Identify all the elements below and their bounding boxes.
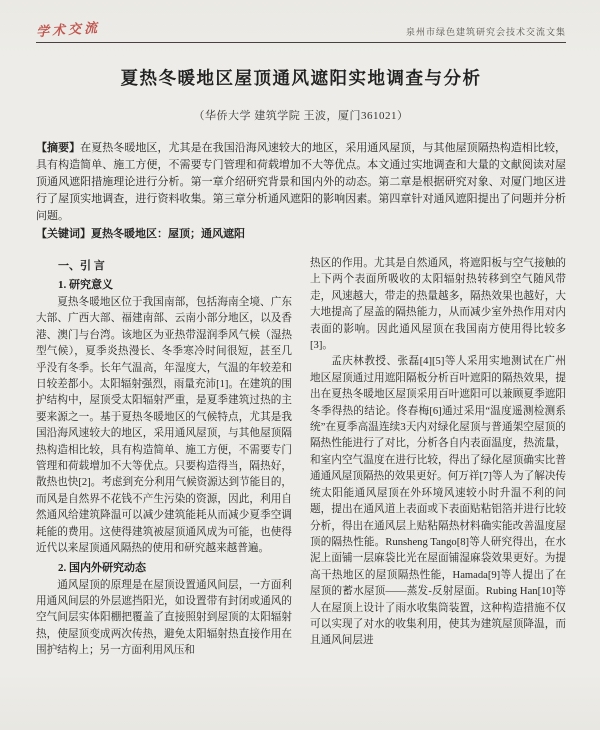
abstract-label: 【摘要】 [36, 142, 81, 154]
paper-title: 夏热冬暖地区屋顶通风遮阳实地调查与分析 [120, 68, 482, 88]
section-heading-introduction: 一、引 言 [58, 260, 105, 272]
paragraph: 孟庆林教授、张磊[4][5]等人采用实地测试在广州地区屋顶通过用遮阳隔板分析百叶遮阳的隔热效果，提出在夏热冬暖地区屋顶采用百叶遮阳可以兼顾夏季遮阳冬季得热的结论。佟春梅[6]通过采用“温度遥测检测系统”在夏季高温连续3天内对绿化屋顶与普通架空屋顶的隔热性能进行了对比，分析各自内表面温度，热流量，和室内空气温度在进行比较，得出了绿化屋顶确实比普通通风屋顶隔热的效果更好。何万祥[7]等人为了解决传统太阳能通风屋顶在外环境风速较小时升温不利的问题，提出在通风道上表面或下表面贴粘铝箔并进行比较分析，得出在通风层上贴粘隔热材料确实能改善温度屋顶的隔热性能。Runsheng Tango[8]等人研究得出，在水泥上面铺一层麻袋比光在屋面铺湿麻袋效果更好。为提高干热地区的屋顶隔热性能，Hamada[9]等人提出了在屋顶的蓄水屋顶——蒸发-反射屋面。Rubing Han[10]等人在屋顶上设计了雨水收集筒装置，这种构造措施不仅可以实现了对水的收集利用，使其为建筑屋顶降温，而且通风间层进 [310, 356, 566, 647]
left-column [36, 256, 292, 726]
right-column [310, 256, 566, 726]
keywords-label: 【关键词】 [36, 228, 91, 240]
paragraph: 通风屋顶的原理是在屋顶设置通风间层，一方面利用通风间层的外层遮挡阳光，如设置带有封闭或通风的空气间层实体阳棚把覆盖了直接照射到屋顶的太阳辐射热，使屋顶变成两次传热，避免太阳辐射热直接作用在围护结构上；另一方面利用风压和 [36, 579, 292, 657]
keywords-block [36, 226, 566, 243]
abstract-text: 在夏热冬暖地区，尤其是在我国沿海风速较大的地区，采用通风屋顶，与其他屋顶隔热构造相比较，具有构造简单、施工方便，不需要专门管理和荷载增加不大等优点。本文通过实地调查和大量的文献阅读对屋顶通风遮阳措施理论进行分析。第一章介绍研究背景和国内外的动态。第二章是根据研究对象、对厦门地区进行了屋顶实地调查，进行资料收集。第三章分析通风遮阳的影响因素。第四章针对通风遮阳提出了问题并分析问题。 [36, 142, 566, 222]
subsection-heading-research-trends: 2. 国内外研究动态 [58, 561, 146, 574]
journal-title: 泉州市绿色建筑研究会技术交流文集 [405, 27, 566, 37]
page-header [36, 16, 566, 38]
two-column-body [36, 256, 566, 726]
keywords-text: 夏热冬暖地区：屋顶；通风遮阳 [91, 228, 245, 240]
column-stamp-label: 学术交流 [35, 19, 101, 40]
subsection-heading-research-significance: 1. 研究意义 [58, 279, 113, 291]
header-divider [36, 42, 566, 43]
paragraph: 夏热冬暖地区位于我国南部，包括海南全境、广东大部、广西大部、福建南部、云南小部分地区，以及香港、澳门与台湾。该地区为亚热带湿润季风气候（湿热型气候），夏季炎热漫长、冬季寒冷时间很短，甚至几乎没有冬季。长年气温高，年湿度大，气温的年较差和日较差都小。太阳辐射强烈，雨量充沛[1]。在建筑的围护结构中，屋顶受太阳辐射严重，是夏季建筑过热的主要来源之一。基于夏热冬暖地区的气候特点，尤其是我国沿海风速较大的地区，采用通风屋顶，与其他屋顶隔热构造相比较，具有构造简单、施工方便，不需要专门管理和荷载增加不大等优点。只要构造得当，隔热好，散热也快[2]。考虑到充分利用气候资源达到节能目的，而风是自然界不花钱不产生污染的资源，因此，利用自然通风给建筑降温可以减少建筑能耗从而减少夏季空调耗能的费用。这使得建筑被屋顶通风成为可能，也使得近代以来屋顶通风隔热的使用和研究越来越普遍。 [36, 297, 293, 555]
paragraph: 热区的作用。尤其是自然通风，将遮阳板与空气接触的上下两个表面所吸收的太阳辐射热转移到空气随风带走，风速越大，带走的热量越多，隔热效果也越好，大大地提高了屋盖的隔热能力，从而减少室外热作用对内表面的影响。因此通风屋顶在我国南方使用得比较多[3]。 [310, 258, 566, 352]
authors-affiliation-line: （华侨大学 建筑学院 王波，厦门361021） [193, 110, 409, 122]
abstract-block [36, 140, 566, 225]
